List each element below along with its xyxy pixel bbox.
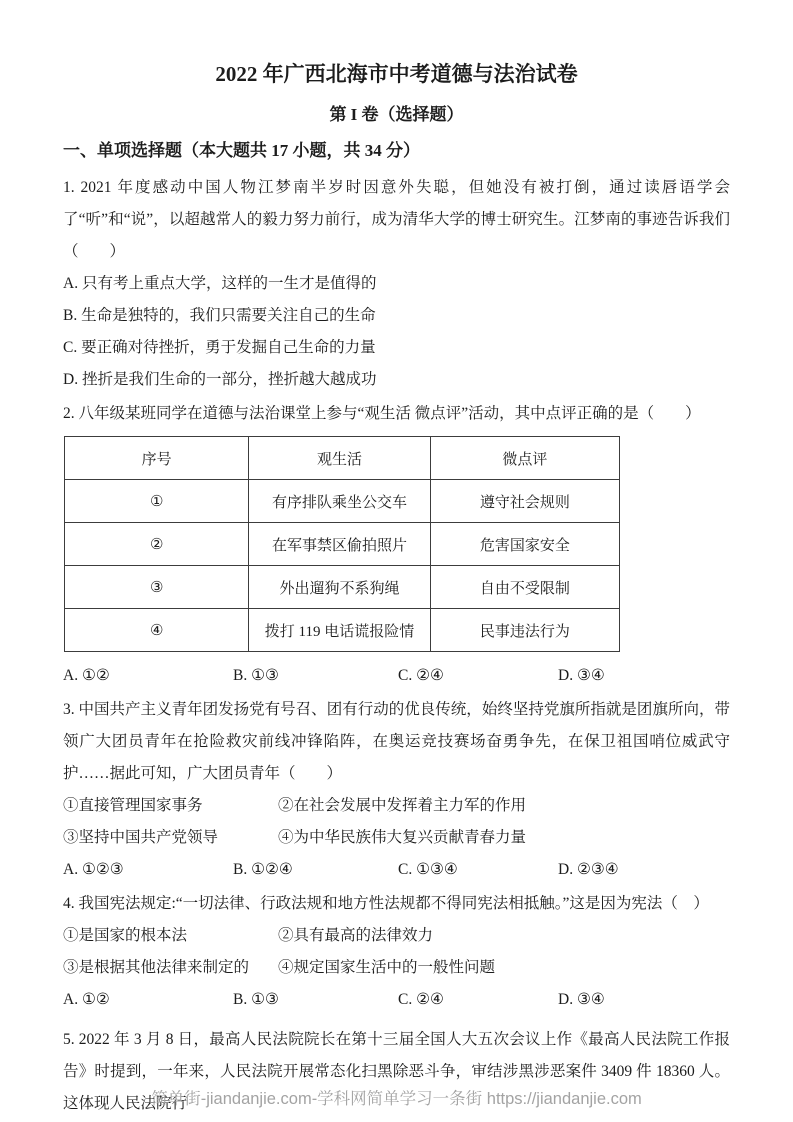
question-3-option-c: C. ①③④ xyxy=(398,861,458,878)
table-row xyxy=(65,480,620,523)
table-header-cell: 观生活 xyxy=(249,437,430,480)
table-cell: ② xyxy=(65,523,249,566)
table-cell: 拨打 119 电话谎报险情 xyxy=(249,609,430,652)
question-3-item-4: ④为中华民族伟大复兴贡献青春力量 xyxy=(278,829,527,846)
question-3 xyxy=(63,694,730,886)
section-heading: 一、单项选择题（本大题共 17 小题，共 34 分） xyxy=(63,141,420,160)
question-1-option-c: C. 要正确对待挫折，勇于发掘自己生命的力量 xyxy=(63,339,376,356)
question-4-item-4: ④规定国家生活中的一般性问题 xyxy=(278,959,496,976)
question-3-item-2: ②在社会发展中发挥着主力军的作用 xyxy=(278,797,527,814)
question-1-option-d: D. 挫折是我们生命的一部分，挫折越大越成功 xyxy=(63,371,377,388)
question-3-item-3: ③坚持中国共产党领导 xyxy=(63,829,219,846)
question-2-stem: 2. 八年级某班同学在道德与法治课堂上参与“观生活 微点评”活动，其中点评正确的是（ ） xyxy=(63,405,701,422)
table-cell: ④ xyxy=(65,609,249,652)
table-cell: 在军事禁区偷拍照片 xyxy=(249,523,430,566)
question-2 xyxy=(63,398,730,692)
question-3-option-d: D. ②③④ xyxy=(558,861,619,878)
question-3-option-a: A. ①②③ xyxy=(63,861,124,878)
table-cell: 有序排队乘坐公交车 xyxy=(249,480,430,523)
question-2-option-b: B. ①③ xyxy=(233,667,279,684)
table-header-cell: 序号 xyxy=(65,437,249,480)
question-4-option-a: A. ①② xyxy=(63,991,110,1008)
table-header-row xyxy=(65,437,620,480)
question-4 xyxy=(63,888,730,1016)
table-row xyxy=(65,523,620,566)
question-2-options xyxy=(63,660,730,692)
question-3-stem: 3. 中国共产主义青年团发扬党有号召、团有行动的优良传统，始终坚持党旗所指就是团旗所向，带领广大团员青年在抢险救灾前线冲锋陷阵，在奥运竞技赛场奋勇争先，在保卫祖国哨位威武守护……据此可知，广大团员青年（ ） xyxy=(63,701,730,782)
question-4-items-row-1 xyxy=(63,920,730,952)
question-5-stem: 5. 2022 年 3 月 8 日，最高人民法院院长在第十三届全国人大五次会议上作《最高人民法院工作报告》时提到，一年来，人民法院开展常态化扫黑除恶斗争，审结涉黑涉恶案件 3409 件 18360 人。这体现人民法院行 xyxy=(63,1031,730,1112)
question-4-item-1: ①是国家的根本法 xyxy=(63,927,188,944)
question-3-options xyxy=(63,854,730,886)
table-row xyxy=(65,609,620,652)
question-2-option-a: A. ①② xyxy=(63,667,110,684)
table-cell: ③ xyxy=(65,566,249,609)
question-3-items-row-1 xyxy=(63,790,730,822)
table-cell: 危害国家安全 xyxy=(430,523,619,566)
question-4-option-d: D. ③④ xyxy=(558,991,605,1008)
question-1 xyxy=(63,172,730,396)
question-1-option-a: A. 只有考上重点大学，这样的一生才是值得的 xyxy=(63,275,377,292)
table-cell: 自由不受限制 xyxy=(430,566,619,609)
question-3-item-1: ①直接管理国家事务 xyxy=(63,797,203,814)
watermark-footer: 简单街-jiandanjie.com-学科网简单学习一条街 https://jiandanjie.com xyxy=(151,1090,642,1108)
question-2-table xyxy=(64,436,620,652)
question-3-items-row-2 xyxy=(63,822,730,854)
page-title: 2022 年广西北海市中考道德与法治试卷 xyxy=(215,62,578,86)
question-4-stem: 4. 我国宪法规定:“一切法律、行政法规和地方性法规都不得同宪法相抵触。”这是因为宪法（ ） xyxy=(63,895,709,912)
question-4-option-c: C. ②④ xyxy=(398,991,444,1008)
volume-title: 第 I 卷（选择题） xyxy=(329,105,464,124)
table-cell: ① xyxy=(65,480,249,523)
table-row xyxy=(65,566,620,609)
question-4-option-b: B. ①③ xyxy=(233,991,279,1008)
table-cell: 遵守社会规则 xyxy=(430,480,619,523)
table-header-cell: 微点评 xyxy=(430,437,619,480)
question-4-item-3: ③是根据其他法律来制定的 xyxy=(63,959,250,976)
table-cell: 外出遛狗不系狗绳 xyxy=(249,566,430,609)
question-4-items-row-2 xyxy=(63,952,730,984)
question-4-options xyxy=(63,984,730,1016)
table-cell: 民事违法行为 xyxy=(430,609,619,652)
question-2-option-d: D. ③④ xyxy=(558,667,605,684)
question-1-stem: 1. 2021 年度感动中国人物江梦南半岁时因意外失聪，但她没有被打倒，通过读唇语学会了“听”和“说”，以超越常人的毅力努力前行，成为清华大学的博士研究生。江梦南的事迹告诉我们（ ） xyxy=(63,179,730,260)
question-2-option-c: C. ②④ xyxy=(398,667,444,684)
question-3-option-b: B. ①②④ xyxy=(233,861,293,878)
question-4-item-2: ②具有最高的法律效力 xyxy=(278,927,434,944)
question-1-option-b: B. 生命是独特的，我们只需要关注自己的生命 xyxy=(63,307,376,324)
